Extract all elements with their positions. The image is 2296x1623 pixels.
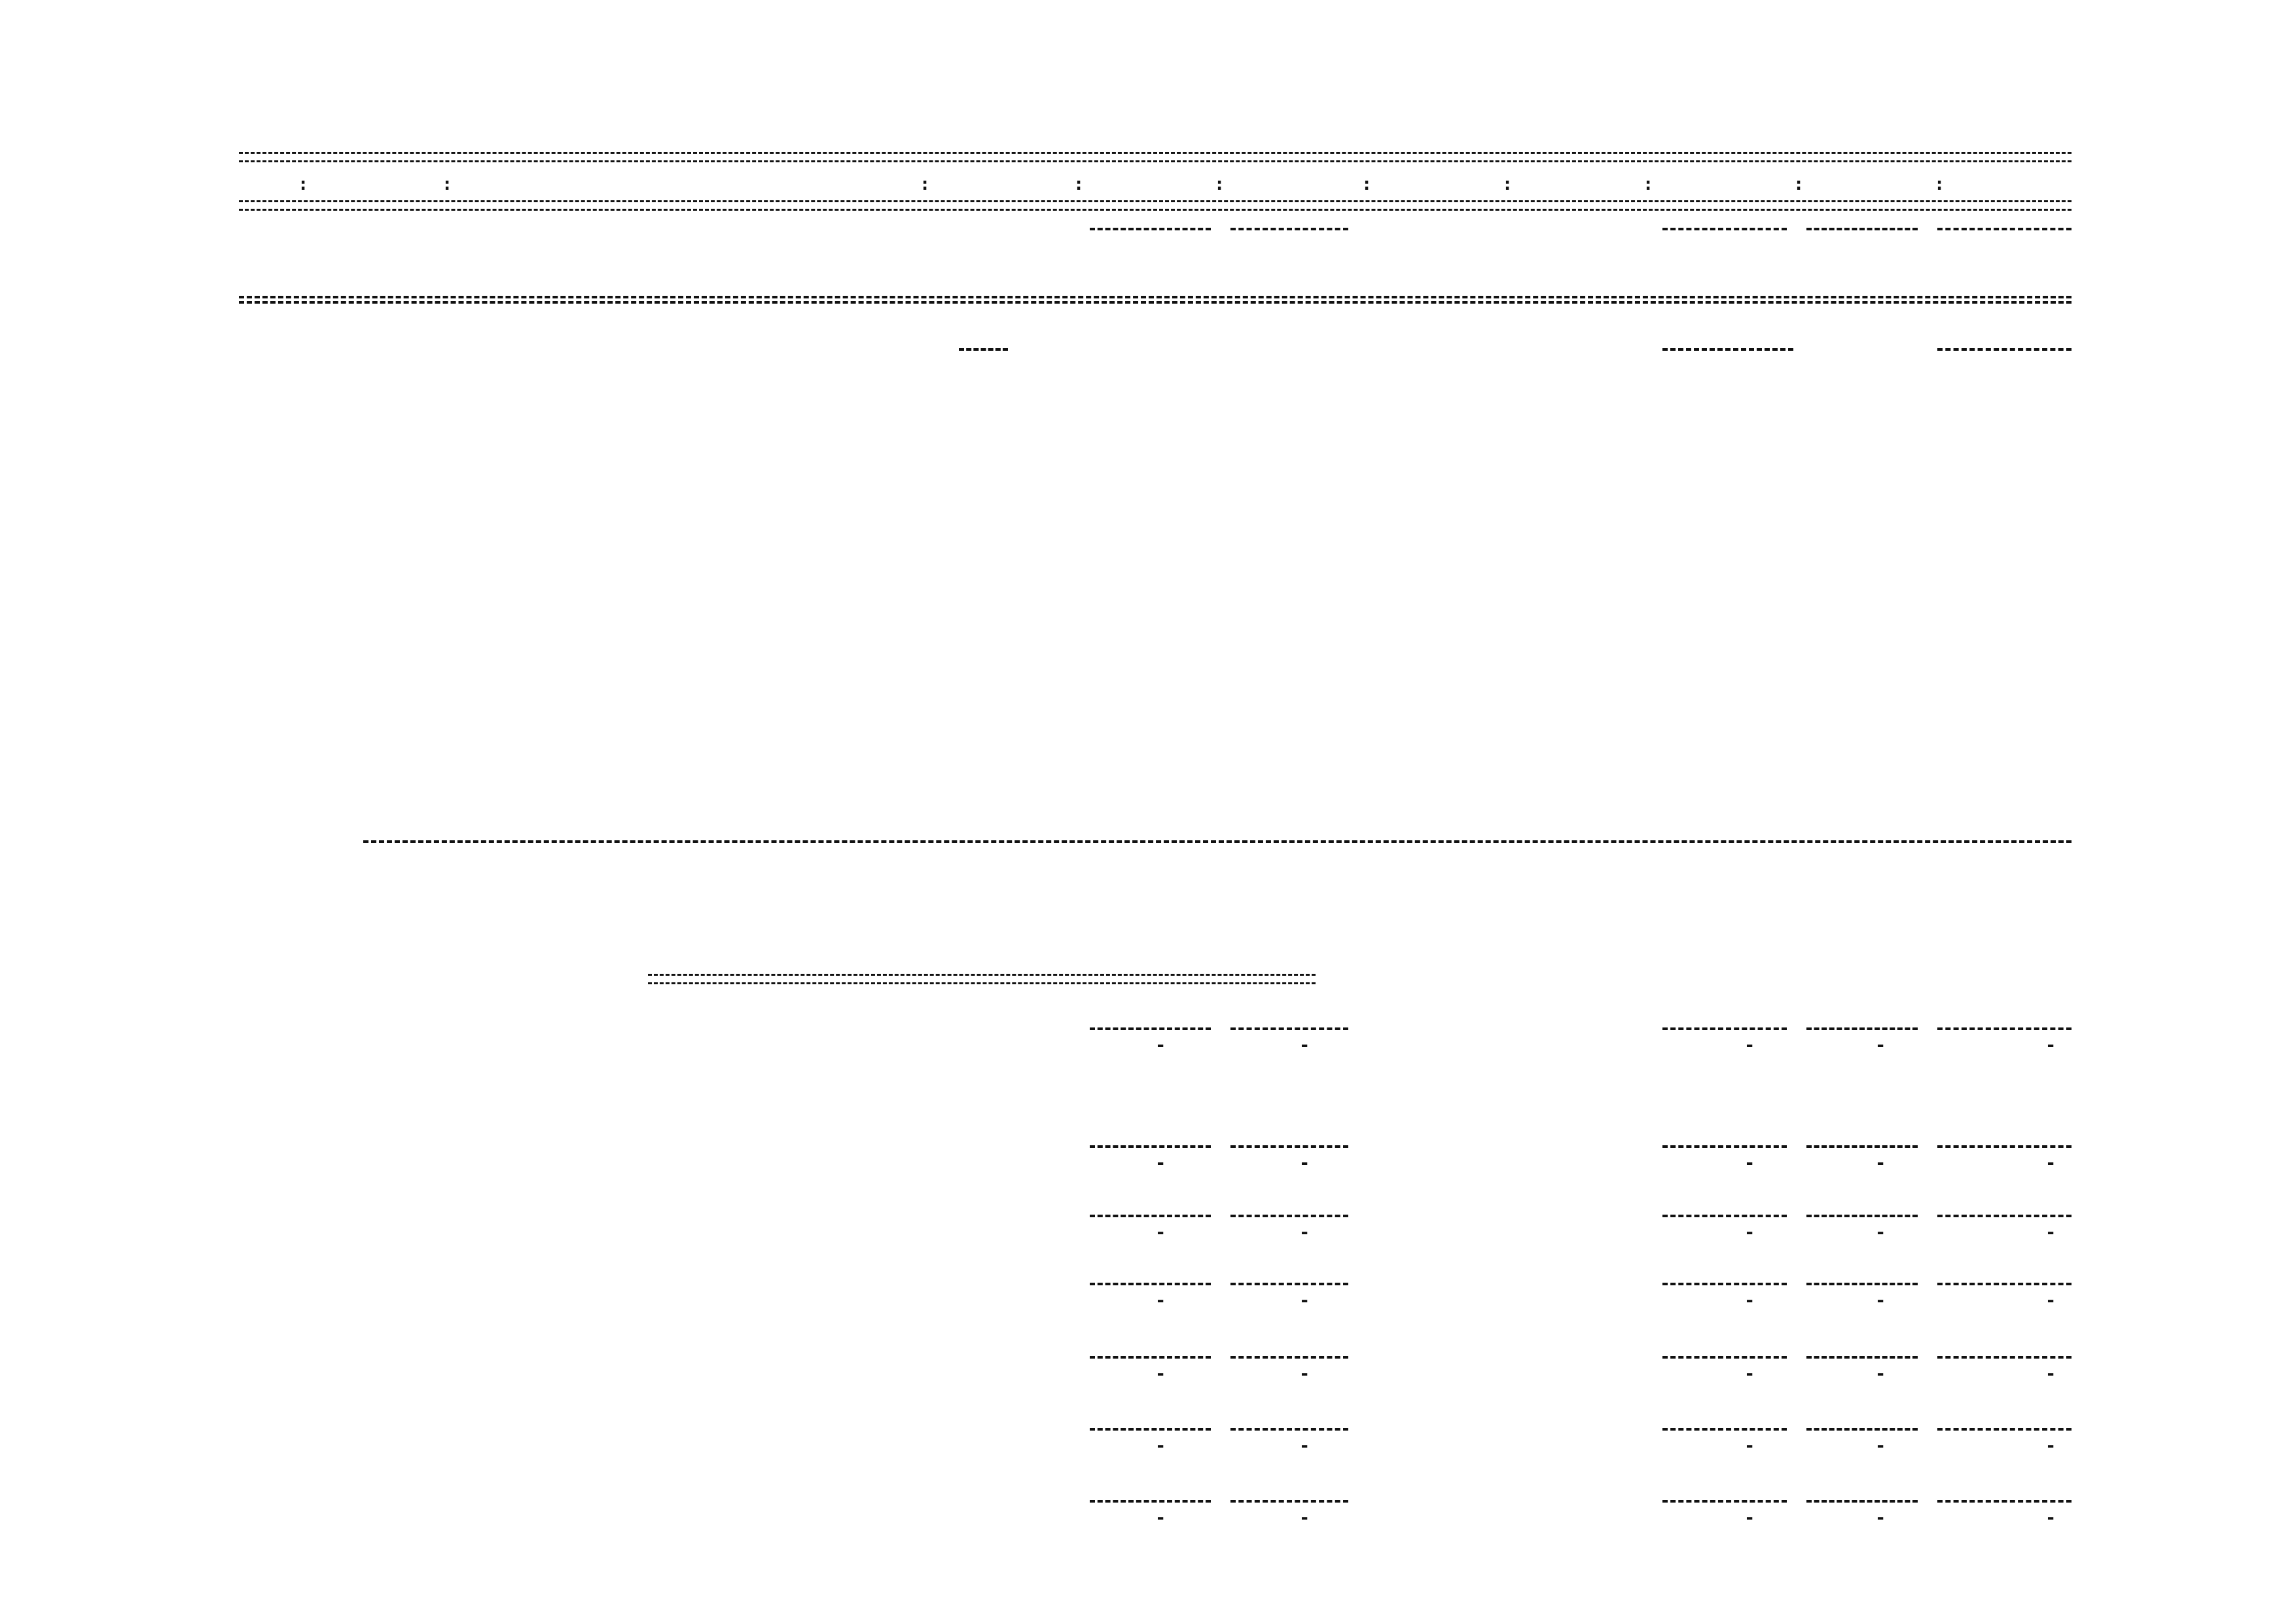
item-sub-c9: - [1744,1364,1757,1384]
item-sub-c9: - [1744,1291,1757,1311]
dashed-rule [1937,1428,2072,1431]
dashed-rule [1090,1283,1211,1285]
dashed-rule [1090,1428,1211,1431]
dashed-rule [1662,1500,1787,1503]
dashed-rule [1806,1283,1918,1285]
item-sub-c10: - [1875,1035,1888,1056]
header-rule-top [239,152,2072,162]
item-sub-c6: - [1299,1436,1312,1456]
item-sub-c11: - [2045,1364,2058,1384]
dashed-rule [1662,1356,1787,1359]
dashed-rule [1806,1428,1918,1431]
item-sub-c10: - [1875,1508,1888,1528]
dashed-rule [1937,1356,2072,1359]
column-separator: : [1361,174,1374,194]
item-sub-c10: - [1875,1291,1888,1311]
item-sub-c5: - [1155,1222,1168,1243]
item-sub-c9: - [1744,1035,1757,1056]
item-sub-c9: - [1744,1153,1757,1173]
item-sub-c9: - [1744,1436,1757,1456]
item-sub-c11: - [2045,1291,2058,1311]
dashed-rule [1937,1027,2072,1030]
item-sub-c11: - [2045,1153,2058,1173]
dashed-rule [1937,228,2072,230]
dashed-rule [1090,228,1211,230]
column-separator: : [1073,174,1086,194]
column-separator: : [1502,174,1515,194]
dashed-rule [1230,1356,1348,1359]
item-sub-c9: - [1744,1222,1757,1243]
item-sub-c10: - [1875,1153,1888,1173]
dashed-rule [1662,348,1793,351]
dashed-rule [1230,1283,1348,1285]
item-sub-c5: - [1155,1153,1168,1173]
dashed-rule [1230,228,1348,230]
dashed-rule [1806,1215,1918,1217]
item-sub-c9: - [1744,1508,1757,1528]
item-sub-c6: - [1299,1153,1312,1173]
item-sub-c5: - [1155,1364,1168,1384]
dashed-rule [1937,1283,2072,1285]
item-sub-c10: - [1875,1222,1888,1243]
item-sub-c5: - [1155,1508,1168,1528]
dashed-rule [1662,1428,1787,1431]
column-separator: : [920,174,933,194]
dashed-rule [1662,228,1787,230]
item-sub-c6: - [1299,1364,1312,1384]
column-separator: : [1934,174,1947,194]
dashed-rule [1090,1027,1211,1030]
item-sub-c11: - [2045,1222,2058,1243]
column-separator: : [298,174,311,194]
column-separator: : [1793,174,1806,194]
column-separator: : [1214,174,1227,194]
section-rule [239,301,2072,304]
dashed-rule [1230,1500,1348,1503]
dashed-rule [1937,1145,2072,1148]
item-sub-c6: - [1299,1035,1312,1056]
item-sub-c6: - [1299,1508,1312,1528]
dashed-rule [1230,1428,1348,1431]
item-sub-c5: - [1155,1291,1168,1311]
item-sub-c11: - [2045,1436,2058,1456]
dashed-rule [1937,348,2072,351]
totals-rule [363,840,2072,843]
dashed-rule [1662,1145,1787,1148]
dashed-rule [1090,1500,1211,1503]
item-sub-c11: - [2045,1508,2058,1528]
dashed-rule [1090,1356,1211,1359]
dashed-rule [1230,1027,1348,1030]
dashed-rule [1230,1145,1348,1148]
dashed-rule [1662,1027,1787,1030]
dashed-rule [1230,1215,1348,1217]
item-sub-c5: - [1155,1436,1168,1456]
section-rule [239,296,2072,298]
section-2-underline [648,974,1316,984]
item-sub-c5: - [1155,1035,1168,1056]
item-sub-c11: - [2045,1035,2058,1056]
item-sub-c6: - [1299,1222,1312,1243]
dashed-rule [1806,228,1918,230]
dashed-rule [1090,1215,1211,1217]
dashed-rule [1806,1500,1918,1503]
dashed-rule [1937,1500,2072,1503]
dashed-rule [1937,1215,2072,1217]
dashed-rule [1662,1283,1787,1285]
dashed-rule [1806,1027,1918,1030]
column-separator: : [442,174,455,194]
item-sub-c10: - [1875,1436,1888,1456]
header-rule-bottom [239,200,2072,211]
dashed-rule [1806,1356,1918,1359]
item-sub-c10: - [1875,1364,1888,1384]
item-sub-c6: - [1299,1291,1312,1311]
dashed-rule [1662,1215,1787,1217]
dashed-rule [1090,1145,1211,1148]
dashed-rule [1806,1145,1918,1148]
column-separator: : [1643,174,1656,194]
dashed-rule [959,348,1008,351]
